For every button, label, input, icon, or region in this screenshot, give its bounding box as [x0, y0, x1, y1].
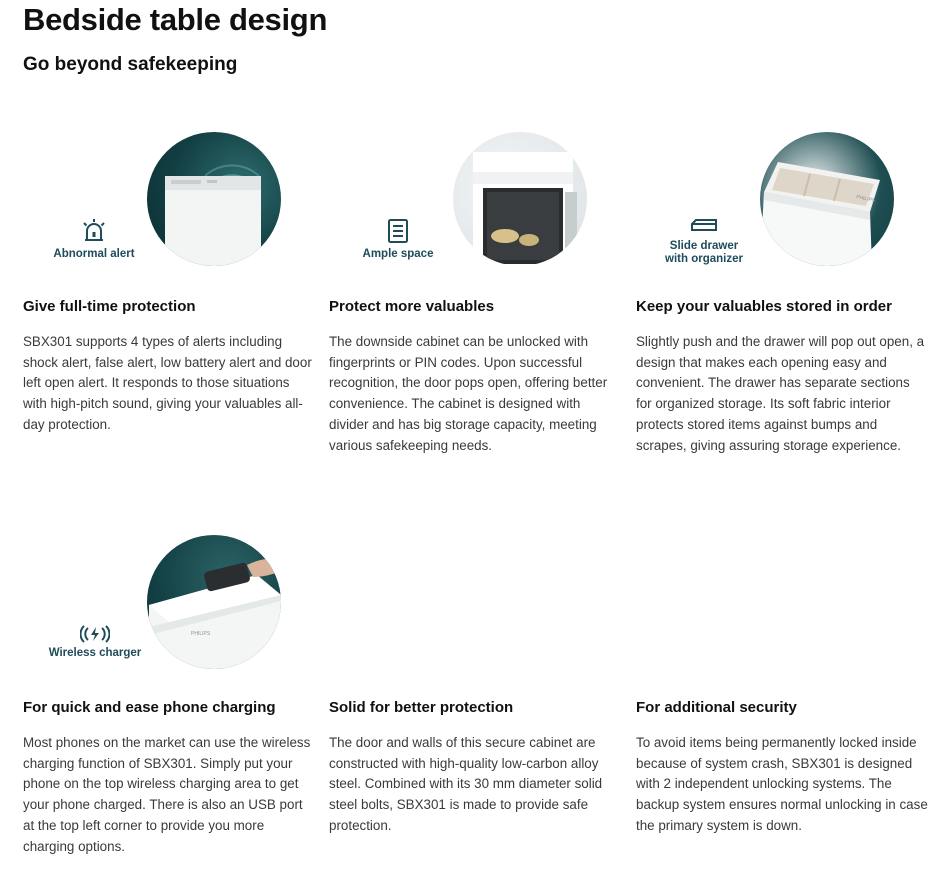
brand-mark-charger: PHILIPS	[191, 631, 211, 637]
product-drawer-image	[760, 132, 894, 266]
ample-space-badge	[353, 218, 443, 261]
feature-visual	[329, 122, 619, 270]
page-subtitle: Go beyond safekeeping	[23, 54, 238, 75]
wireless-charger-badge	[45, 625, 145, 660]
wireless-charger-label: Wireless charger	[48, 647, 142, 659]
feature-visual	[636, 122, 926, 270]
feature-valuables-in-order	[636, 122, 928, 453]
feature-heading: Keep your valuables stored in order	[636, 298, 892, 315]
feature-visual	[23, 523, 313, 671]
abnormal-alert-label: Abnormal alert	[53, 248, 135, 260]
product-cabinet-image	[453, 132, 587, 266]
open-cabinet-illustration	[453, 132, 587, 266]
feature-heading: Protect more valuables	[329, 298, 495, 315]
wireless-charging-icon	[80, 625, 110, 643]
feature-body: Most phones on the market can use the wireless charging function of SBX301. Simply put your phone on the top wireless charging area to get your phone charged. There is also an USB port at the top left corner to provide you more charging options.	[23, 735, 311, 854]
feature-full-time-protection	[23, 122, 315, 432]
feature-protect-more-valuables	[329, 122, 621, 453]
feature-body: Slightly push and the drawer will pop out open, a design that makes each opening easy and convenient. The drawer has separate sections for organized storage. Its soft fabric interior protects stored items against bumps and scrapes, giving assuring storage experience.	[636, 334, 925, 453]
feature-heading: Solid for better protection	[329, 699, 514, 716]
ample-space-label: Ample space	[362, 248, 434, 260]
feature-body: SBX301 supports 4 types of alerts including shock alert, false alert, low battery alert and door left open alert. It responds to those situations with high-pitch sound, giving your valuables all-day protection.	[23, 334, 312, 432]
abnormal-alert-badge	[49, 218, 139, 261]
feature-phone-charging	[23, 523, 315, 854]
slide-drawer-label-line1: Slide drawer	[669, 240, 739, 252]
feature-body: To avoid items being permanently locked inside because of system crash, SBX301 is designed with 2 independent unlocking systems. The backup system ensures normal unlocking in case the primary system is down.	[636, 735, 928, 833]
feature-visual	[23, 122, 313, 270]
drawer-illustration	[760, 132, 894, 266]
feature-body: The door and walls of this secure cabinet are constructed with high-quality low-carbon alloy steel. Combined with its 30 mm diameter solid steel bolts, SBX301 is made to provide safe protection.	[329, 735, 603, 833]
slide-drawer-badge	[658, 218, 750, 266]
alarm-icon	[81, 218, 107, 244]
feature-heading: For additional security	[636, 699, 797, 716]
safe-alert-illustration	[147, 132, 281, 266]
slide-drawer-label-line2: with organizer	[665, 253, 743, 265]
drawer-icon	[689, 218, 719, 236]
product-charger-image	[147, 535, 281, 669]
page-title: Bedside table design	[23, 2, 328, 37]
feature-heading: For quick and ease phone charging	[23, 699, 276, 716]
brand-mark-drawer: PHILIPS	[855, 194, 876, 204]
product-alert-image	[147, 132, 281, 266]
cabinet-icon	[386, 218, 410, 244]
feature-heading: Give full-time protection	[23, 298, 196, 315]
charging-illustration	[147, 535, 281, 669]
feature-body: The downside cabinet can be unlocked with fingerprints or PIN codes. Upon successful recognition, the door pops open, offering better convenience. The cabinet is designed with divider and has big storage capacity, meeting various safekeeping needs.	[329, 334, 608, 453]
